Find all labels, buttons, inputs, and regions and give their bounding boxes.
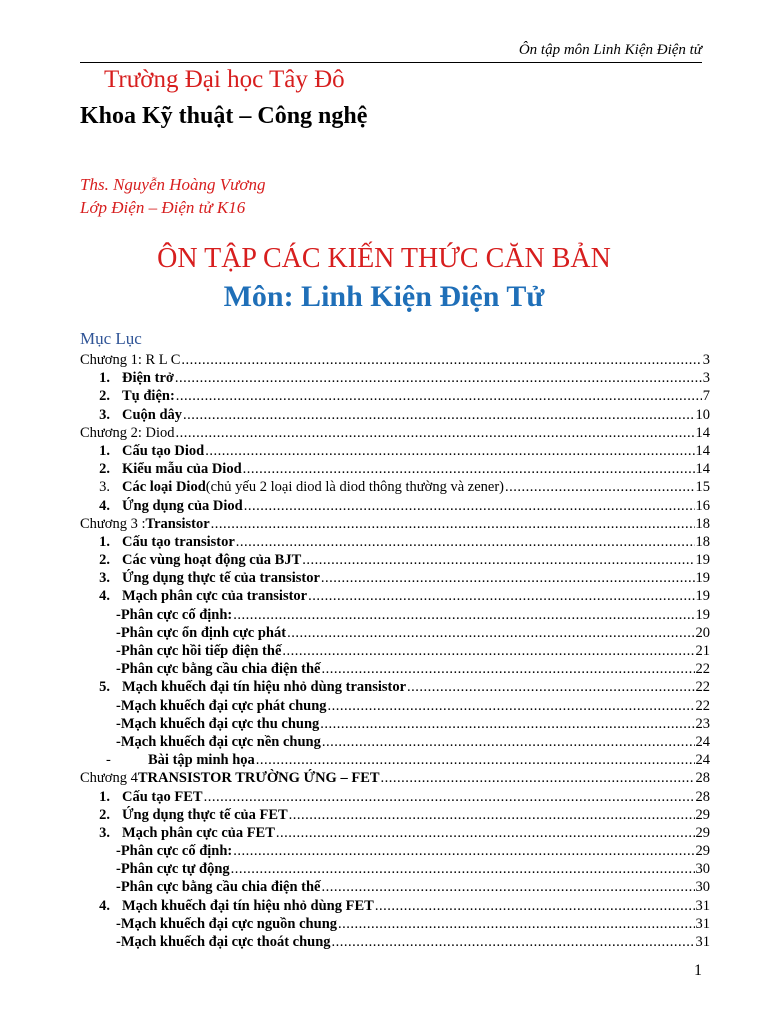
toc-entry[interactable]: [80, 751, 710, 769]
toc-entry-page: 21: [695, 643, 710, 659]
toc-entry[interactable]: [80, 678, 710, 696]
toc-entry-page: 15: [695, 479, 710, 496]
toc-entry-label: Ứng dụng thực tế của transistor: [122, 570, 320, 587]
toc-leader-dots: [244, 497, 695, 515]
toc-entry-page: 29: [695, 824, 710, 841]
toc-entry-label: -Phân cực ổn định cực phát: [116, 624, 287, 641]
toc-entry-page: 28: [695, 770, 710, 787]
toc-entry[interactable]: [80, 697, 710, 715]
toc-entry-page: 10: [695, 406, 710, 423]
toc-entry[interactable]: [80, 642, 710, 660]
toc-entry-page: 22: [695, 661, 710, 678]
toc-entry-label-bold: Transistor: [145, 515, 210, 532]
toc-leader-dots: [302, 551, 694, 569]
toc-leader-dots: [282, 642, 694, 660]
toc-leader-dots: [183, 406, 694, 424]
toc-entry-page: 24: [695, 733, 710, 750]
toc-entry-page: 14: [695, 424, 710, 441]
toc-entry-label: -Phân cực cố định:: [116, 843, 233, 860]
toc-entry[interactable]: [80, 842, 710, 860]
toc-entry-number: 1.: [99, 788, 110, 805]
toc-entry-label-bold: TRANSISTOR TRƯỜNG ỨNG – FET: [137, 770, 380, 787]
toc-leader-dots: [233, 606, 694, 624]
toc-leader-dots: [381, 769, 695, 787]
toc-entry-page: 29: [695, 806, 710, 823]
toc-leader-dots: [233, 842, 694, 860]
toc-entry-label: -Mạch khuếch đại cực thu chung: [116, 715, 320, 732]
toc-leader-dots: [287, 624, 694, 642]
toc-entry[interactable]: [80, 733, 710, 751]
toc-leader-dots: [236, 533, 695, 551]
toc-entry-number: 1.: [99, 533, 110, 550]
toc-leader-dots: [176, 387, 702, 405]
subject-title: Môn: Linh Kiện Điện Tử: [223, 280, 545, 313]
toc-entry-label: Chương 4: [80, 770, 138, 787]
toc-entry-page: 24: [695, 752, 710, 769]
toc-entry-number: 2.: [99, 552, 110, 569]
toc-entry[interactable]: [80, 551, 710, 569]
toc-leader-dots: [243, 460, 695, 478]
toc-entry-number: 3.: [99, 406, 110, 423]
toc-entry-number: 2.: [99, 461, 110, 478]
toc-entry-page: 3: [702, 370, 710, 387]
table-of-contents: [80, 351, 710, 951]
faculty-name: Khoa Kỹ thuật – Công nghệ: [80, 103, 368, 129]
toc-entry[interactable]: [80, 915, 710, 933]
toc-leader-dots: [204, 788, 695, 806]
toc-leader-dots: [289, 806, 695, 824]
toc-entry-label: Cấu tạo FET: [122, 788, 203, 805]
toc-entry[interactable]: [80, 533, 710, 551]
toc-entry[interactable]: [80, 933, 710, 951]
toc-entry-label: -Mạch khuếch đại cực phát chung: [116, 697, 327, 714]
toc-entry[interactable]: [80, 897, 710, 915]
toc-leader-dots: [322, 733, 695, 751]
toc-entry[interactable]: [80, 369, 710, 387]
toc-entry-page: 22: [695, 697, 710, 714]
toc-entry-label: Cuộn dây: [122, 406, 183, 423]
toc-entry[interactable]: [80, 351, 710, 369]
toc-entry-label: Mạch khuếch đại tín hiệu nhỏ dùng transistor: [122, 679, 407, 696]
toc-entry-number: 3.: [99, 570, 110, 587]
toc-entry-label: -Mạch khuếch đại cực nguồn chung: [116, 915, 338, 932]
toc-leader-dots: [332, 933, 695, 951]
toc-entry[interactable]: [80, 606, 710, 624]
toc-entry-label: -Phân cực cố định:: [116, 606, 233, 623]
toc-entry-label: Chương 1: R L C: [80, 352, 181, 368]
toc-entry[interactable]: [80, 497, 710, 515]
toc-entry-label: Mạch phân cực của transistor: [122, 588, 308, 605]
toc-entry-page: 30: [695, 879, 710, 896]
toc-entry[interactable]: [80, 715, 710, 733]
toc-leader-dots: [338, 915, 694, 933]
toc-leader-dots: [181, 351, 701, 369]
toc-entry-page: 23: [695, 715, 710, 732]
toc-entry[interactable]: [80, 515, 710, 533]
toc-leader-dots: [320, 715, 694, 733]
toc-entry-note: (chủ yếu 2 loại diod là diod thông thường và zener): [205, 479, 504, 496]
toc-entry-page: 14: [695, 461, 710, 478]
toc-leader-dots: [175, 424, 694, 442]
toc-entry-page: 14: [695, 442, 710, 459]
toc-heading: Mục Lục: [80, 329, 142, 348]
toc-entry-label: -Mạch khuếch đại cực nền chung: [116, 733, 321, 750]
toc-entry[interactable]: [80, 660, 710, 678]
toc-entry-label: Ứng dụng thực tế của FET: [122, 806, 288, 823]
toc-entry-page: 29: [695, 843, 710, 860]
toc-entry-page: 31: [695, 897, 710, 914]
toc-entry[interactable]: [80, 406, 710, 424]
toc-entry-page: 31: [695, 934, 710, 950]
toc-entry-bullet: -: [106, 752, 111, 769]
toc-entry-number: 4.: [99, 897, 110, 914]
toc-entry-page: 20: [695, 624, 710, 641]
toc-leader-dots: [407, 678, 694, 696]
toc-entry[interactable]: [80, 878, 710, 896]
page-number: 1: [694, 962, 702, 979]
toc-leader-dots: [205, 442, 694, 460]
toc-entry[interactable]: [80, 569, 710, 587]
toc-entry[interactable]: [80, 824, 710, 842]
toc-entry-label: Kiểu mẫu của Diod: [122, 461, 242, 478]
toc-entry-label: Các loại Diod: [122, 479, 206, 496]
toc-entry[interactable]: [80, 806, 710, 824]
toc-entry[interactable]: [80, 860, 710, 878]
toc-entry-page: 19: [695, 570, 710, 587]
toc-entry-page: 7: [702, 388, 710, 405]
toc-entry[interactable]: [80, 587, 710, 605]
toc-entry-page: 19: [695, 606, 710, 623]
toc-entry-number: 1.: [99, 370, 110, 387]
toc-entry-label: Cấu tạo Diod: [122, 442, 205, 459]
toc-entry[interactable]: [80, 624, 710, 642]
toc-entry-label: Tụ điện:: [122, 388, 175, 405]
author-name: Ths. Nguyễn Hoàng Vương: [80, 175, 266, 194]
toc-leader-dots: [276, 824, 695, 842]
toc-entry-page: 18: [695, 533, 710, 550]
toc-entry[interactable]: [80, 460, 710, 478]
toc-leader-dots: [256, 751, 695, 769]
toc-entry-label: Chương 3 :: [80, 515, 146, 532]
toc-entry-label: Ứng dụng của Diod: [122, 497, 243, 514]
toc-entry-number: 3.: [99, 824, 110, 841]
toc-leader-dots: [231, 860, 695, 878]
header-rule: [80, 62, 702, 63]
toc-entry-page: 22: [695, 679, 710, 696]
main-title: ÔN TẬP CÁC KIẾN THỨC CĂN BẢN: [157, 243, 611, 274]
toc-entry-number: 4.: [99, 497, 110, 514]
toc-entry-label: -Phân cực bằng cầu chia điện thế: [116, 879, 321, 896]
toc-entry-number: 2.: [99, 806, 110, 823]
toc-entry-label: Các vùng hoạt động của BJT: [122, 552, 302, 569]
toc-entry-number: 1.: [99, 442, 110, 459]
toc-entry-page: 19: [695, 552, 710, 569]
toc-entry[interactable]: [80, 478, 710, 496]
toc-entry[interactable]: [80, 442, 710, 460]
toc-entry[interactable]: [80, 769, 710, 787]
toc-entry-label: Bài tập minh họa: [148, 752, 255, 769]
toc-entry-label: -Phân cực tự động: [116, 861, 230, 878]
toc-entry-label: Mạch khuếch đại tín hiệu nhỏ dùng FET: [122, 897, 374, 914]
toc-entry-label: -Phân cực bằng cầu chia điện thế: [116, 661, 321, 678]
toc-leader-dots: [321, 660, 694, 678]
toc-entry-label: -Mạch khuếch đại cực thoát chung: [116, 934, 331, 950]
toc-entry-page: 31: [695, 915, 710, 932]
toc-leader-dots: [175, 369, 702, 387]
toc-leader-dots: [321, 878, 694, 896]
toc-leader-dots: [505, 478, 695, 496]
toc-entry-page: 18: [695, 515, 710, 532]
school-name: Trường Đại học Tây Đô: [104, 66, 345, 93]
running-header: Ôn tập môn Linh Kiện Điện tử: [518, 42, 702, 58]
toc-entry-page: 19: [695, 588, 710, 605]
toc-entry-label: Mạch phân cực của FET: [122, 824, 275, 841]
toc-entry[interactable]: [80, 387, 710, 405]
toc-entry-number: 2.: [99, 388, 110, 405]
toc-leader-dots: [308, 587, 694, 605]
toc-leader-dots: [211, 515, 695, 533]
toc-entry-number: 4.: [99, 588, 110, 605]
toc-entry-page: 28: [695, 788, 710, 805]
toc-entry-label: Điện trở: [122, 370, 174, 387]
toc-entry-number: 5.: [99, 679, 110, 696]
toc-entry-label: Chương 2: Diod: [80, 424, 175, 441]
toc-entry-page: 3: [702, 352, 710, 368]
toc-entry-number: 3.: [99, 479, 110, 496]
toc-entry-label: -Phân cực hồi tiếp điện thế: [116, 643, 282, 659]
class-name: Lớp Điện – Điện tử K16: [80, 198, 246, 217]
toc-entry-page: 16: [695, 497, 710, 514]
toc-entry[interactable]: [80, 788, 710, 806]
toc-leader-dots: [321, 569, 695, 587]
toc-leader-dots: [375, 897, 695, 915]
toc-entry-label: Cấu tạo transistor: [122, 533, 235, 550]
toc-entry[interactable]: [80, 424, 710, 442]
toc-entry-page: 30: [695, 861, 710, 878]
toc-leader-dots: [328, 697, 695, 715]
